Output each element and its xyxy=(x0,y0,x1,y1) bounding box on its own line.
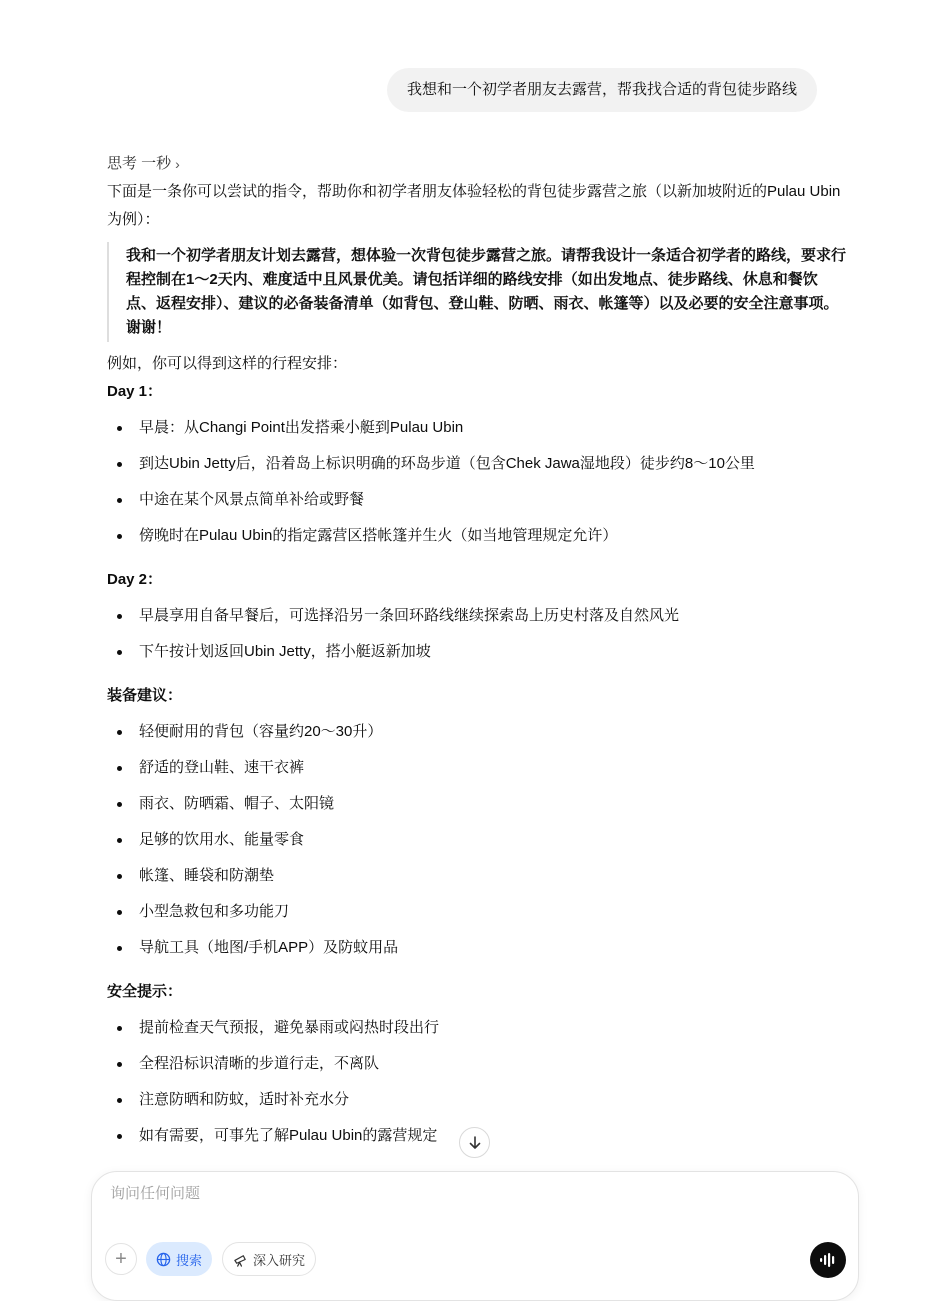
scroll-down-button[interactable] xyxy=(459,1127,490,1158)
list-item: 如有需要，可事先了解Pulau Ubin的露营规定 xyxy=(107,1118,847,1154)
plus-icon: + xyxy=(115,1247,127,1270)
list-item: 早晨：从Changi Point出发搭乘小艇到Pulau Ubin xyxy=(107,410,847,446)
list-item: 轻便耐用的背包（容量约20～30升） xyxy=(107,714,847,750)
thinking-toggle[interactable] xyxy=(107,150,847,178)
list-item: 提前检查天气预报，避免暴雨或闷热时段出行 xyxy=(107,1010,847,1046)
attach-button[interactable] xyxy=(105,1243,137,1275)
voice-mode-button[interactable] xyxy=(810,1242,846,1278)
thinking-label: 思考 一秒 xyxy=(107,155,172,172)
arrow-down-icon xyxy=(468,1136,482,1150)
deep-research-button[interactable] xyxy=(222,1242,316,1276)
user-message-bubble: 我想和一个初学者朋友去露营，帮我找合适的背包徒步路线 xyxy=(387,68,817,112)
intro-paragraph: 下面是一条你可以尝试的指令，帮助你和初学者朋友体验轻松的背包徒步露营之旅（以新加坡附近的Pulau Ubin为例）： xyxy=(107,183,841,228)
telescope-icon xyxy=(233,1252,248,1267)
list-item: 傍晚时在Pulau Ubin的指定露营区搭帐篷并生火（如当地管理规定允许） xyxy=(107,518,847,554)
list-item: 帐篷、睡袋和防潮垫 xyxy=(107,858,847,894)
list-item: 下午按计划返回Ubin Jetty，搭小艇返新加坡 xyxy=(107,634,847,670)
prompt-blockquote: 我和一个初学者朋友计划去露营，想体验一次背包徒步露营之旅。请帮我设计一条适合初学者的路线，要求行程控制在1～2天内、难度适中且风景优美。请包括详细的路线安排（如出发地点、徒步路线、休息和餐饮点、返程安排）、建议的必备装备清单（如背包、登山鞋、防晒、雨衣、帐篷等）以及必要的安全注意事项。谢谢！ xyxy=(107,242,847,342)
list-item: 全程沿标识清晰的步道行走，不离队 xyxy=(107,1046,847,1082)
day1-list xyxy=(107,410,847,554)
section-heading-day1: Day 1： xyxy=(107,383,163,400)
list-item: 导航工具（地图/手机APP）及防蚊用品 xyxy=(107,930,847,966)
list-item: 到达Ubin Jetty后，沿着岛上标识明确的环岛步道（包含Chek Jawa湿地段）徒步约8～10公里 xyxy=(107,446,847,482)
list-item: 舒适的登山鞋、速干衣裤 xyxy=(107,750,847,786)
search-label: 搜索 xyxy=(176,1252,203,1268)
search-toggle-button[interactable] xyxy=(146,1242,212,1276)
list-item: 早晨享用自备早餐后，可选择沿另一条回环路线继续探索岛上历史村落及自然风光 xyxy=(107,598,847,634)
voice-waveform-icon xyxy=(819,1252,837,1268)
prompt-input[interactable] xyxy=(108,1184,712,1203)
chevron-right-icon: › xyxy=(175,156,180,172)
list-item: 中途在某个风景点简单补给或野餐 xyxy=(107,482,847,518)
gear-list xyxy=(107,714,847,966)
list-item: 足够的饮用水、能量零食 xyxy=(107,822,847,858)
section-heading-gear: 装备建议： xyxy=(107,687,183,704)
day2-list xyxy=(107,598,847,670)
research-label: 深入研究 xyxy=(253,1252,306,1268)
assistant-response xyxy=(107,150,847,1154)
section-heading-day2: Day 2： xyxy=(107,571,163,588)
list-item: 注意防晒和防蚊，适时补充水分 xyxy=(107,1082,847,1118)
list-item: 雨衣、防晒霜、帽子、太阳镜 xyxy=(107,786,847,822)
example-intro: 例如，你可以得到这样的行程安排： xyxy=(107,355,348,372)
globe-icon xyxy=(156,1252,171,1267)
section-heading-safety: 安全提示： xyxy=(107,983,183,1000)
list-item: 小型急救包和多功能刀 xyxy=(107,894,847,930)
